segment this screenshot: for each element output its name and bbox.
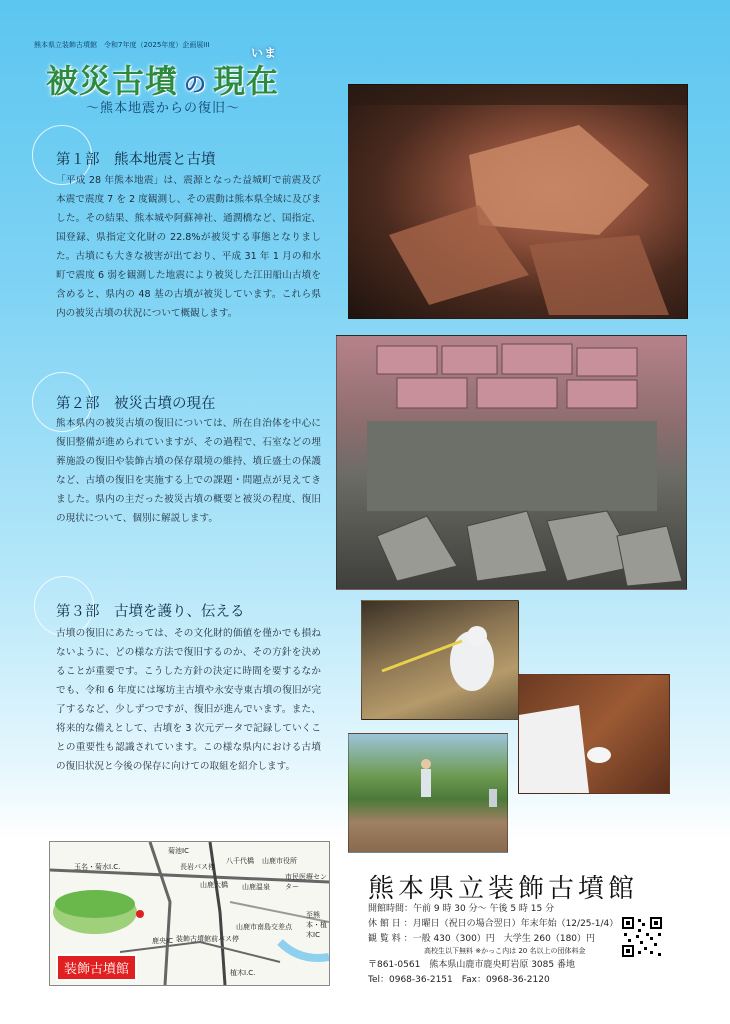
exhibition-subtitle: 〜熊本地震からの復旧〜 (86, 101, 241, 116)
title-particle: の (184, 73, 208, 98)
museum-fee: 観 覧 料 ：一般 430（300）円 大学生 260（180）円 (368, 934, 596, 944)
section-2-text: 熊本県内の被災古墳の復旧については、所在自治体を中心に復旧整備が進められていますが、その過程で、石室などの埋葬施設の復旧や装飾古墳の保存環境の維持、墳丘盛土の保護など、古墳の復旧を実施する上での課題・問題点が見えてきました。県内の主だった被災古墳の概要と被災の程度、復旧の現状について、個別に解説します。 (56, 418, 321, 524)
museum-hours: 開館時間：午前 9 時 30 分〜 午後 5 時 15 分 (368, 904, 555, 914)
map-label: 山鹿市役所 (262, 857, 297, 865)
map-label: 山鹿大橋 (200, 881, 228, 889)
photo-collapsed-stones (348, 84, 688, 319)
photo-damaged-chamber (336, 335, 687, 590)
museum-contact: Tel：0968-36-2151 Fax：0968-36-2120 (368, 975, 550, 985)
title-ruby: いま (251, 46, 278, 60)
photo-tumulus-site (348, 733, 508, 853)
museum-closed: 休 館 日 ：月曜日（祝日の場合翌日）年末年始（12/25-1/4） (368, 919, 619, 929)
title-end: 現在 (213, 62, 280, 100)
map-label: 山鹿市南島交差点 (236, 923, 292, 931)
map-label: 菊池IC (168, 847, 189, 855)
museum-fee-note: 高校生以下無料 ※かっこ内は 20 名以上の団体料金 (424, 947, 586, 955)
title-main: 被災古墳 (46, 62, 179, 100)
museum-address: 〒861-0561 熊本県山鹿市鹿央町岩原 3085 番地 (368, 960, 575, 970)
organizer-line: 熊本県立装飾古墳館 令和7年度（2025年度）企画展III (34, 41, 210, 49)
section-1-text: 「平成 28 年熊本地震」は、震源となった益城町で前震及び本震で震度 7 を 2 度観測し、その震動は熊本県全域に及びました。その結果、熊本城や阿蘇神社、通潤橋など、国指定、国登録、県指定文化財の 22.8%が被災する事態となりました。古墳にも大きな被害が出ており、平成 31 年 1 月の和水町で震度 6 弱を観測した地震により被災した江田船山古墳を含めると、県内の 48 基の古墳が被災しています。これら県内の被災古墳の状況について概観します。 (56, 175, 321, 319)
map-label: 山鹿温泉 (242, 883, 270, 891)
section-3-heading: 第３部 古墳を護り、伝える (56, 604, 245, 620)
map-museum-label: 装飾古墳館 (56, 954, 137, 981)
section-1-heading: 第１部 熊本地震と古墳 (56, 152, 216, 168)
photo-conservation-work-2 (518, 674, 670, 794)
map-label: 鹿央IC (152, 937, 173, 945)
access-map (49, 841, 330, 986)
photo-conservation-work-1 (361, 600, 519, 720)
museum-name: 熊本県立装飾古墳館 (368, 874, 639, 904)
section-3-text: 古墳の復旧にあたっては、その文化財的価値を僅かでも損ねないように、どの様な方法で復旧するのか、その方針を決めることが重要です。こうした方針の決定に時間を要するなかでも、令和 6 年度には塚坊主古墳や永安寺東古墳の復旧が完了するなど、少しずつですが、復旧が進んでいます。また、将来的な備えとして、古墳を 3 次元データで記録していくことの重要性も認識されています。この様な県内における古墳の復旧状況と今後の保存に向けての取組を紹介します。 (56, 628, 321, 772)
map-label: 長岩パス停 (180, 863, 215, 871)
map-label: 玉名・菊水I.C. (74, 863, 121, 871)
map-label: 八千代橋 (226, 857, 254, 865)
exhibition-title (46, 46, 280, 102)
map-label: 装飾古墳館前バス停 (176, 935, 239, 943)
map-label: 植木I.C. (230, 969, 256, 977)
map-label: 市民医療センター (285, 873, 327, 891)
qr-code[interactable] (620, 915, 664, 959)
section-2-heading: 第２部 被災古墳の現在 (56, 396, 216, 412)
map-label: 至熊本・植木IC (306, 911, 327, 939)
